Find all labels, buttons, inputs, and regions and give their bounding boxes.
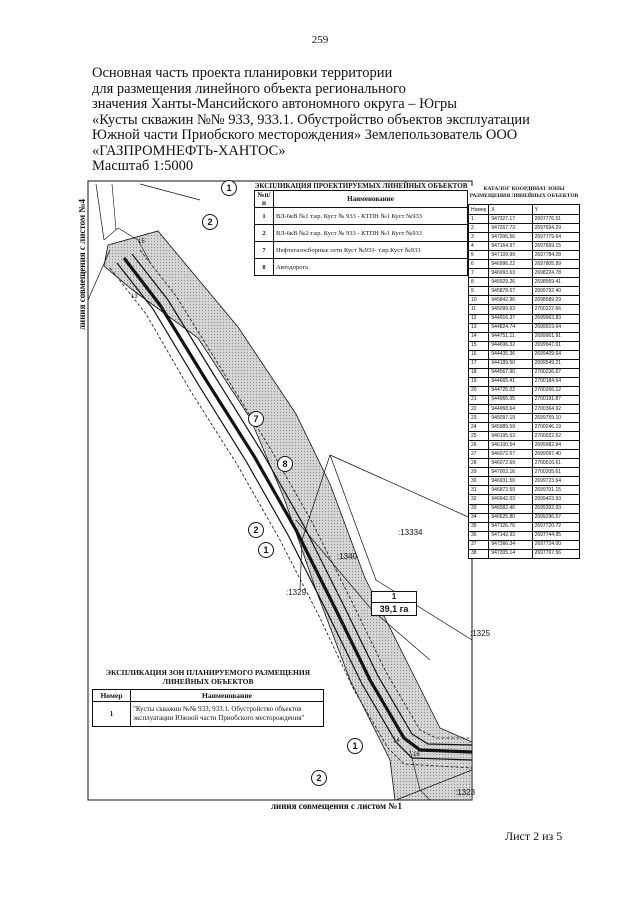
- zones-legend-table: [92, 689, 324, 727]
- coord-x: 947126.76: [489, 522, 532, 531]
- coord-x: 946872.59: [489, 486, 532, 495]
- coord-y: 2697724.00: [532, 540, 579, 549]
- table-row: [469, 423, 580, 432]
- point-number: 26: [469, 441, 489, 450]
- coord-y: 2697669.15: [532, 242, 579, 251]
- point-number: 11: [469, 305, 489, 314]
- coord-x: 944968.64: [489, 404, 532, 413]
- point-number: 14: [469, 332, 489, 341]
- table-row: [469, 260, 580, 269]
- point-number: 21: [469, 395, 489, 404]
- point-number: 2: [469, 224, 489, 233]
- table-row: [469, 513, 580, 522]
- coord-x: 945097.19: [489, 414, 532, 423]
- point-number: 10: [469, 296, 489, 305]
- coord-y: 2699723.64: [532, 477, 579, 486]
- col-header: Y: [532, 205, 579, 215]
- coord-x: 945989.59: [489, 423, 532, 432]
- coord-y: 2697779.64: [532, 233, 579, 242]
- coord-y: 2697805.99: [532, 260, 579, 269]
- table-row: [469, 549, 580, 558]
- point-number: 12: [469, 314, 489, 323]
- table-row: [469, 540, 580, 549]
- parcel-label: :1340: [337, 552, 358, 561]
- coord-x: 947206.56: [489, 233, 532, 242]
- point-label: 14: [393, 738, 400, 744]
- table-row: [469, 287, 580, 296]
- coord-x: 946100.54: [489, 441, 532, 450]
- point-number: 1: [469, 215, 489, 224]
- coord-y: 2700205.61: [532, 468, 579, 477]
- col-header: X: [489, 205, 532, 215]
- point-number: 22: [469, 404, 489, 413]
- object-marker: 2: [311, 770, 327, 786]
- zones-legend: [92, 668, 324, 727]
- coord-x: 947003.16: [489, 468, 532, 477]
- coord-y: 2697784.28: [532, 251, 579, 260]
- point-number: 15: [469, 341, 489, 350]
- coord-y: 2699392.93: [532, 504, 579, 513]
- table-row: [469, 251, 580, 260]
- page-number: 259: [311, 34, 329, 46]
- table-row: [469, 305, 580, 314]
- point-number: 5: [469, 251, 489, 260]
- table-row: 2 ВЛ-6кВ №2 т.кр. Куст № 933 - КТПН №1 Куст №933: [255, 225, 468, 242]
- coord-y: 2699549.21: [532, 359, 579, 368]
- point-number: 20: [469, 386, 489, 395]
- point-number: 9: [469, 287, 489, 296]
- coord-x: 944435.36: [489, 350, 532, 359]
- table-row: 1 ВЛ-6кВ №1 т.кр. Куст № 933 - КТПН №1 Куст №933: [255, 208, 468, 225]
- table-row: [469, 314, 580, 323]
- table-row: [469, 531, 580, 540]
- point-number: 23: [469, 414, 489, 423]
- table-row: [469, 341, 580, 350]
- col-header: №п/п: [255, 191, 274, 208]
- zones-legend-title: ЭКСПЛИКАЦИЯ ЗОН ПЛАНИРУЕМОГО РАЗМЕЩЕНИЯ ЛИНЕЙНЫХ ОБЪЕКТОВ: [105, 668, 311, 686]
- table-row: [469, 477, 580, 486]
- table-row: [469, 368, 580, 377]
- coord-x: 944567.90: [489, 368, 532, 377]
- coordinate-catalog: [468, 186, 580, 559]
- col-header: Наименование: [131, 690, 324, 702]
- coord-x: 945929.26: [489, 278, 532, 287]
- coord-x: 946642.03: [489, 495, 532, 504]
- coord-x: 947305.14: [489, 549, 532, 558]
- title-line: «ГАЗПРОМНЕФТЬ-ХАНТОС»: [92, 142, 286, 159]
- point-number: 29: [469, 468, 489, 477]
- coord-y: 2699296.57: [532, 513, 579, 522]
- point-number: 30: [469, 477, 489, 486]
- point-number: 38: [469, 549, 489, 558]
- title-line: «Кусты скважин №№ 933, 933.1. Обустройство объектов эксплуатации: [92, 111, 530, 128]
- coord-x: 944916.37: [489, 314, 532, 323]
- point-number: 18: [469, 368, 489, 377]
- coord-x: 944725.02: [489, 386, 532, 395]
- table-row: 7 Нефтегазосборные сети Куст №933- т.вр.Куст №933: [255, 242, 468, 259]
- coord-x: 947164.97: [489, 242, 532, 251]
- table-row: [469, 269, 580, 278]
- point-number: 34: [469, 513, 489, 522]
- coord-x: 946625.80: [489, 513, 532, 522]
- parcel-label: :1329: [286, 588, 307, 597]
- coord-y: 2699423.93: [532, 495, 579, 504]
- table-row: [469, 350, 580, 359]
- table-row: 8 Автодорога: [255, 259, 468, 276]
- coord-x: 944966.05: [489, 395, 532, 404]
- point-number: 24: [469, 423, 489, 432]
- coord-y: 2699759.10: [532, 414, 579, 423]
- point-number: 13: [469, 323, 489, 332]
- coord-y: 2697720.72: [532, 522, 579, 531]
- objects-legend: [254, 182, 468, 276]
- match-line-left: линия совмещения с листом №4: [77, 199, 87, 330]
- coord-x: 946582.46: [489, 504, 532, 513]
- coord-y: 2699982.94: [532, 441, 579, 450]
- coord-x: 947366.34: [489, 540, 532, 549]
- coord-y: 2700246.19: [532, 423, 579, 432]
- coord-y: 2700516.61: [532, 459, 579, 468]
- point-number: 25: [469, 432, 489, 441]
- coordinate-table: [468, 204, 580, 559]
- coord-y: 2699919.64: [532, 323, 579, 332]
- coord-y: 2700022.62: [532, 432, 579, 441]
- coord-y: 2699097.40: [532, 450, 579, 459]
- point-number: 33: [469, 504, 489, 513]
- coord-x: 946931.50: [489, 477, 532, 486]
- coord-y: 2697776.51: [532, 215, 579, 224]
- coord-y: 2699947.01: [532, 341, 579, 350]
- object-marker: 1: [258, 542, 274, 558]
- point-label: 16: [413, 752, 420, 758]
- title-line: Южной части Приобского месторождения» Землепользователь ООО: [92, 127, 518, 143]
- table-row: [469, 459, 580, 468]
- table-row: [469, 495, 580, 504]
- coord-y: 2698589.29: [532, 296, 579, 305]
- point-number: 16: [469, 350, 489, 359]
- table-row: 1 "Кусты скважин №№ 933, 933.1. Обустройство объектов эксплуатации Южной части Приобского месторождения": [93, 702, 324, 727]
- title-line: для размещения линейного объекта регионального: [92, 80, 406, 97]
- coord-y: 2698224.78: [532, 269, 579, 278]
- coord-y: 2697744.95: [532, 531, 579, 540]
- table-row: [469, 242, 580, 251]
- coordinate-catalog-title: КАТАЛОГ КООРДИНАТ ЗОНЫ РАЗМЕЩЕНИЯ ЛИНЕЙНЫХ ОБЪЕКТОВ: [469, 186, 579, 199]
- coord-y: 2700236.67: [532, 368, 579, 377]
- parcel-label: :1323: [455, 788, 476, 797]
- col-header: Номер: [469, 205, 489, 215]
- coord-x: 944665.41: [489, 377, 532, 386]
- coord-y: 2700266.12: [532, 386, 579, 395]
- table-row: [469, 386, 580, 395]
- object-marker: 2: [202, 214, 218, 230]
- title-line: Основная часть проекта планировки территории: [92, 65, 393, 81]
- parcel-label: :1325: [470, 629, 491, 638]
- coord-y: 2699409.64: [532, 350, 579, 359]
- parcel-label: :13334: [398, 528, 423, 537]
- objects-legend-table: [254, 190, 468, 276]
- point-number: 35: [469, 522, 489, 531]
- match-line-bottom: линия совмещения с листом №1: [271, 801, 402, 811]
- coord-y: 2699901.91: [532, 332, 579, 341]
- point-label: 15: [138, 239, 145, 245]
- point-number: 6: [469, 260, 489, 269]
- table-row: [469, 504, 580, 513]
- point-number: 19: [469, 377, 489, 386]
- coord-x: 944696.32: [489, 341, 532, 350]
- coord-y: 2700364.92: [532, 404, 579, 413]
- point-number: 27: [469, 450, 489, 459]
- table-row: [469, 377, 580, 386]
- table-row: [469, 296, 580, 305]
- coord-x: 947109.99: [489, 251, 532, 260]
- coord-x: 946993.63: [489, 269, 532, 278]
- scale-label: Масштаб 1:5000: [92, 158, 194, 174]
- table-row: [469, 332, 580, 341]
- point-number: 28: [469, 459, 489, 468]
- point-number: 3: [469, 233, 489, 242]
- table-row: [469, 395, 580, 404]
- coord-y: 2697694.29: [532, 224, 579, 233]
- zone-number: 1: [372, 592, 416, 603]
- table-row: [469, 450, 580, 459]
- point-number: 37: [469, 540, 489, 549]
- coord-y: 2699963.83: [532, 314, 579, 323]
- coord-y: 2700184.64: [532, 377, 579, 386]
- coord-x: 945878.67: [489, 287, 532, 296]
- coord-y: 2700227.66: [532, 305, 579, 314]
- table-row: [469, 432, 580, 441]
- coord-x: 947327.17: [489, 215, 532, 224]
- table-row: [469, 233, 580, 242]
- coord-x: 946195.63: [489, 432, 532, 441]
- object-marker: 8: [277, 456, 293, 472]
- coord-x: 945099.63: [489, 305, 532, 314]
- object-marker: 7: [248, 411, 264, 427]
- coordinate-rows: [469, 215, 580, 559]
- point-number: 8: [469, 278, 489, 287]
- coord-y: 2700191.87: [532, 395, 579, 404]
- table-row: [469, 278, 580, 287]
- coord-x: 945842.96: [489, 296, 532, 305]
- sheet-number: Лист 2 из 5: [505, 829, 563, 843]
- coord-x: 947267.73: [489, 224, 532, 233]
- coord-x: 944189.50: [489, 359, 532, 368]
- coord-y: 2698569.41: [532, 278, 579, 287]
- point-label: 13: [131, 294, 138, 300]
- coord-x: 946072.67: [489, 450, 532, 459]
- point-number: 17: [469, 359, 489, 368]
- point-number: 31: [469, 486, 489, 495]
- object-marker: 1: [347, 738, 363, 754]
- coord-x: 946072.69: [489, 459, 532, 468]
- coord-x: 944824.74: [489, 323, 532, 332]
- table-row: [469, 414, 580, 423]
- coord-y: 2699701.15: [532, 486, 579, 495]
- point-number: 4: [469, 242, 489, 251]
- table-row: [469, 468, 580, 477]
- table-row: [469, 486, 580, 495]
- table-row: [469, 441, 580, 450]
- coord-x: 944751.11: [489, 332, 532, 341]
- object-marker: 2: [248, 522, 264, 538]
- zone-area: 39,1 га: [379, 604, 409, 614]
- coord-x: 946996.22: [489, 260, 532, 269]
- table-row: [469, 224, 580, 233]
- col-header: Наименование: [274, 191, 468, 208]
- point-number: 32: [469, 495, 489, 504]
- object-marker: 1: [221, 180, 237, 196]
- coord-y: 2697767.56: [532, 549, 579, 558]
- objects-legend-title: ЭКСПЛИКАЦИЯ ПРОЕКТИРУЕМЫХ ЛИНЕЙНЫХ ОБЪЕКТОВ: [254, 182, 468, 190]
- col-header: Номер: [93, 690, 131, 702]
- table-row: [469, 404, 580, 413]
- zone-area-box: [371, 591, 417, 616]
- point-number: 36: [469, 531, 489, 540]
- table-row: [469, 359, 580, 368]
- title-line: значения Ханты-Мансийского автономного округа – Югры: [92, 96, 457, 112]
- coord-x: 947142.93: [489, 531, 532, 540]
- point-number: 7: [469, 269, 489, 278]
- table-row: [469, 522, 580, 531]
- coord-y: 2699792.40: [532, 287, 579, 296]
- table-row: [469, 323, 580, 332]
- table-row: [469, 215, 580, 224]
